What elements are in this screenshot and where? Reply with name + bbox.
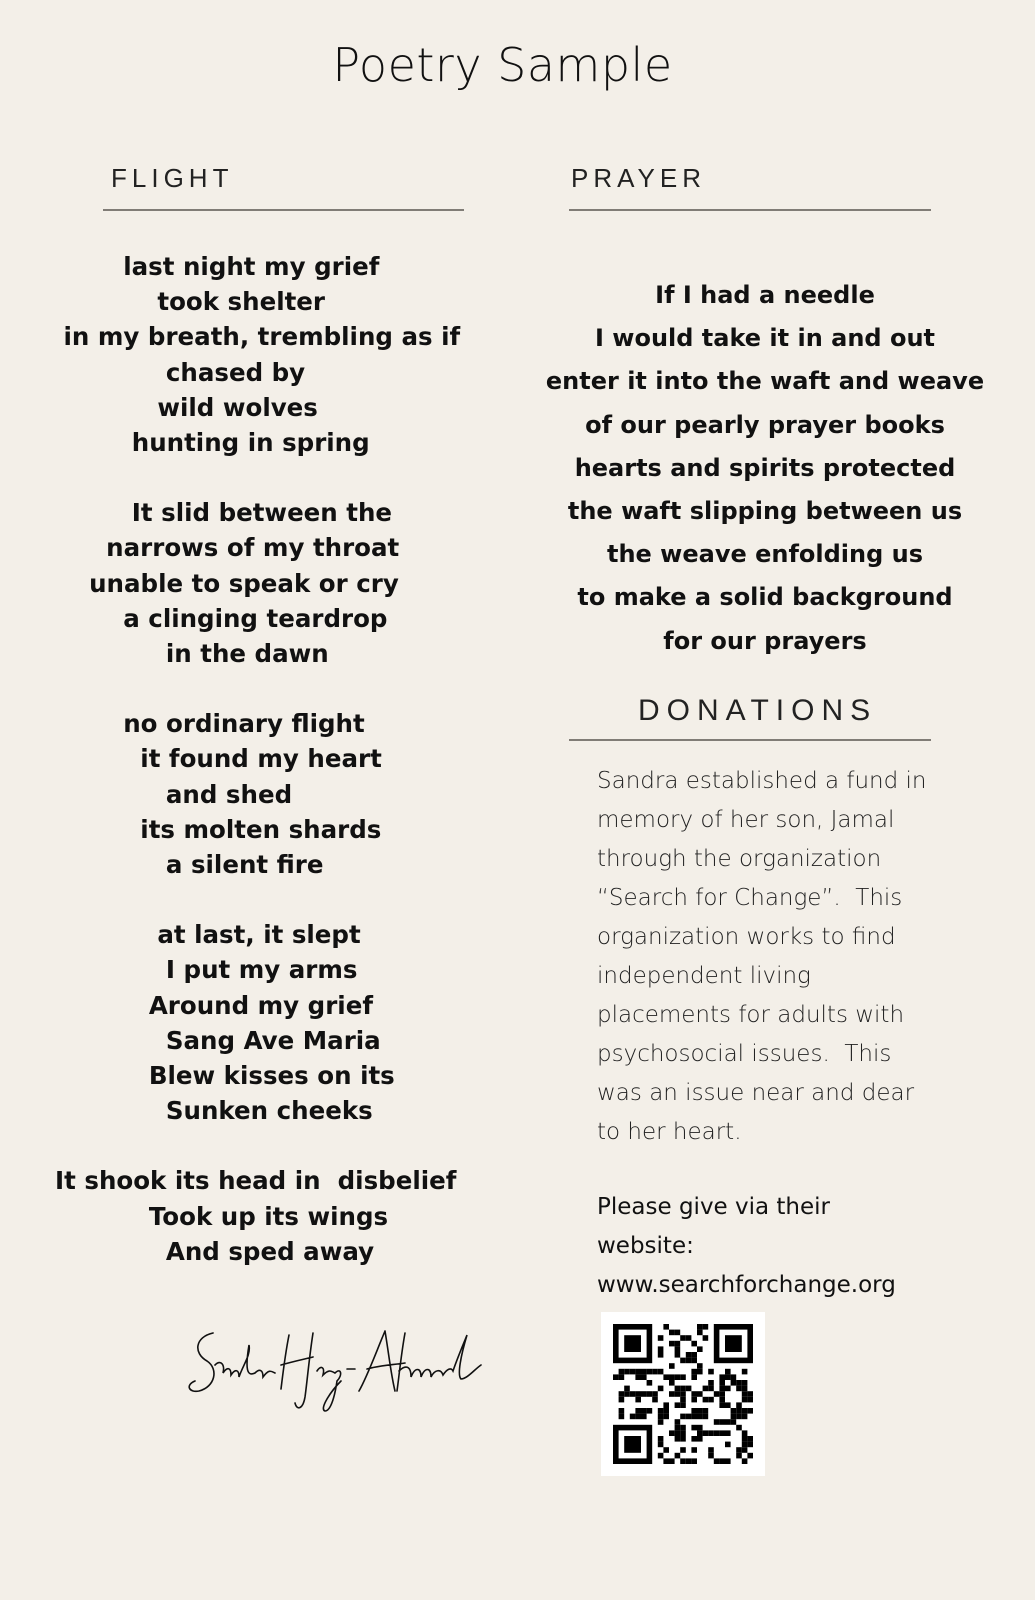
poem-line: Blew kisses on its bbox=[55, 1061, 395, 1091]
prayer-divider bbox=[569, 209, 931, 211]
donations-line: placements for adults with bbox=[597, 1002, 905, 1028]
donations-line: memory of her son, Jamal bbox=[597, 807, 895, 833]
poem-line: last night my grief bbox=[55, 252, 380, 281]
poem-line: wild wolves bbox=[55, 392, 318, 422]
poem-line: hearts and spirits protected bbox=[574, 453, 956, 482]
poem-line: the weave enfolding us bbox=[606, 540, 924, 569]
poem-line: It slid between the bbox=[55, 498, 393, 528]
poem-line: Around my grief bbox=[55, 990, 373, 1020]
poem-line: enter it into the waft and weave bbox=[545, 367, 985, 396]
poem-line: in my breath, trembling as if bbox=[55, 322, 461, 352]
poem-line: Took up its wings bbox=[55, 1201, 389, 1231]
flight-stanza bbox=[55, 1163, 455, 1269]
flight-heading: FLIGHT bbox=[111, 163, 234, 193]
donations-heading: DONATIONS bbox=[638, 694, 878, 727]
poem-line: If I had a needle bbox=[655, 281, 875, 309]
donations-give bbox=[597, 1188, 957, 1305]
poem-line: unable to speak or cry bbox=[55, 568, 399, 598]
poem-line: It shook its head in disbelief bbox=[55, 1166, 457, 1196]
poem-line: at last, it slept bbox=[55, 920, 361, 950]
give-line: website: bbox=[597, 1233, 694, 1259]
donations-line: organization works to find bbox=[597, 924, 896, 950]
poem-line: I put my arms bbox=[55, 955, 358, 985]
donations-line: Sandra established a fund in bbox=[597, 768, 927, 794]
flight-stanza bbox=[55, 917, 455, 1128]
donations-line: to her heart. bbox=[597, 1119, 742, 1145]
poem-line: a clinging teardrop bbox=[55, 603, 388, 633]
donations-line: “Search for Change”. This bbox=[597, 885, 903, 911]
flight-poem bbox=[55, 249, 461, 1304]
donations-line: was an issue near and dear bbox=[597, 1080, 915, 1106]
poem-line: of our pearly prayer books bbox=[585, 410, 945, 439]
poem-line: And sped away bbox=[55, 1236, 375, 1266]
prayer-heading: PRAYER bbox=[571, 163, 706, 193]
poem-line: I would take it in and out bbox=[595, 324, 935, 353]
poem-line: narrows of my throat bbox=[55, 533, 400, 563]
poem-line: no ordinary flight bbox=[55, 709, 365, 739]
flight-stanza bbox=[55, 249, 461, 460]
donations-line: through the organization bbox=[597, 846, 882, 872]
donations-divider bbox=[569, 739, 931, 741]
poem-line: and shed bbox=[55, 779, 293, 809]
qr-code-icon[interactable] bbox=[601, 1312, 765, 1476]
prayer-poem bbox=[535, 274, 995, 663]
flight-stanza bbox=[55, 495, 455, 671]
poem-line: hunting in spring bbox=[55, 428, 370, 458]
signature bbox=[185, 1325, 495, 1415]
poem-line: took shelter bbox=[55, 287, 326, 317]
website-link[interactable]: www.searchforchange.org bbox=[597, 1272, 896, 1298]
poem-line: to make a solid background bbox=[577, 583, 953, 612]
poem-line: in the dawn bbox=[55, 639, 329, 669]
flight-stanza bbox=[55, 706, 455, 882]
donations-line: psychosocial issues. This bbox=[597, 1041, 892, 1067]
poem-line: Sunken cheeks bbox=[55, 1096, 373, 1126]
donations-line: independent living bbox=[597, 963, 811, 989]
poem-line: chased by bbox=[55, 357, 306, 387]
poem-line: its molten shards bbox=[55, 814, 382, 844]
poem-line: for our prayers bbox=[663, 626, 867, 655]
poem-line: the waft slipping between us bbox=[567, 497, 963, 526]
flight-divider bbox=[103, 209, 464, 211]
donations-body bbox=[597, 762, 957, 1152]
poem-line: Sang Ave Maria bbox=[55, 1025, 381, 1055]
poem-line: it found my heart bbox=[55, 744, 382, 774]
give-line: Please give via their bbox=[597, 1194, 831, 1220]
page-title: Poetry Sample bbox=[332, 38, 673, 92]
poem-line: a silent fire bbox=[55, 850, 324, 880]
